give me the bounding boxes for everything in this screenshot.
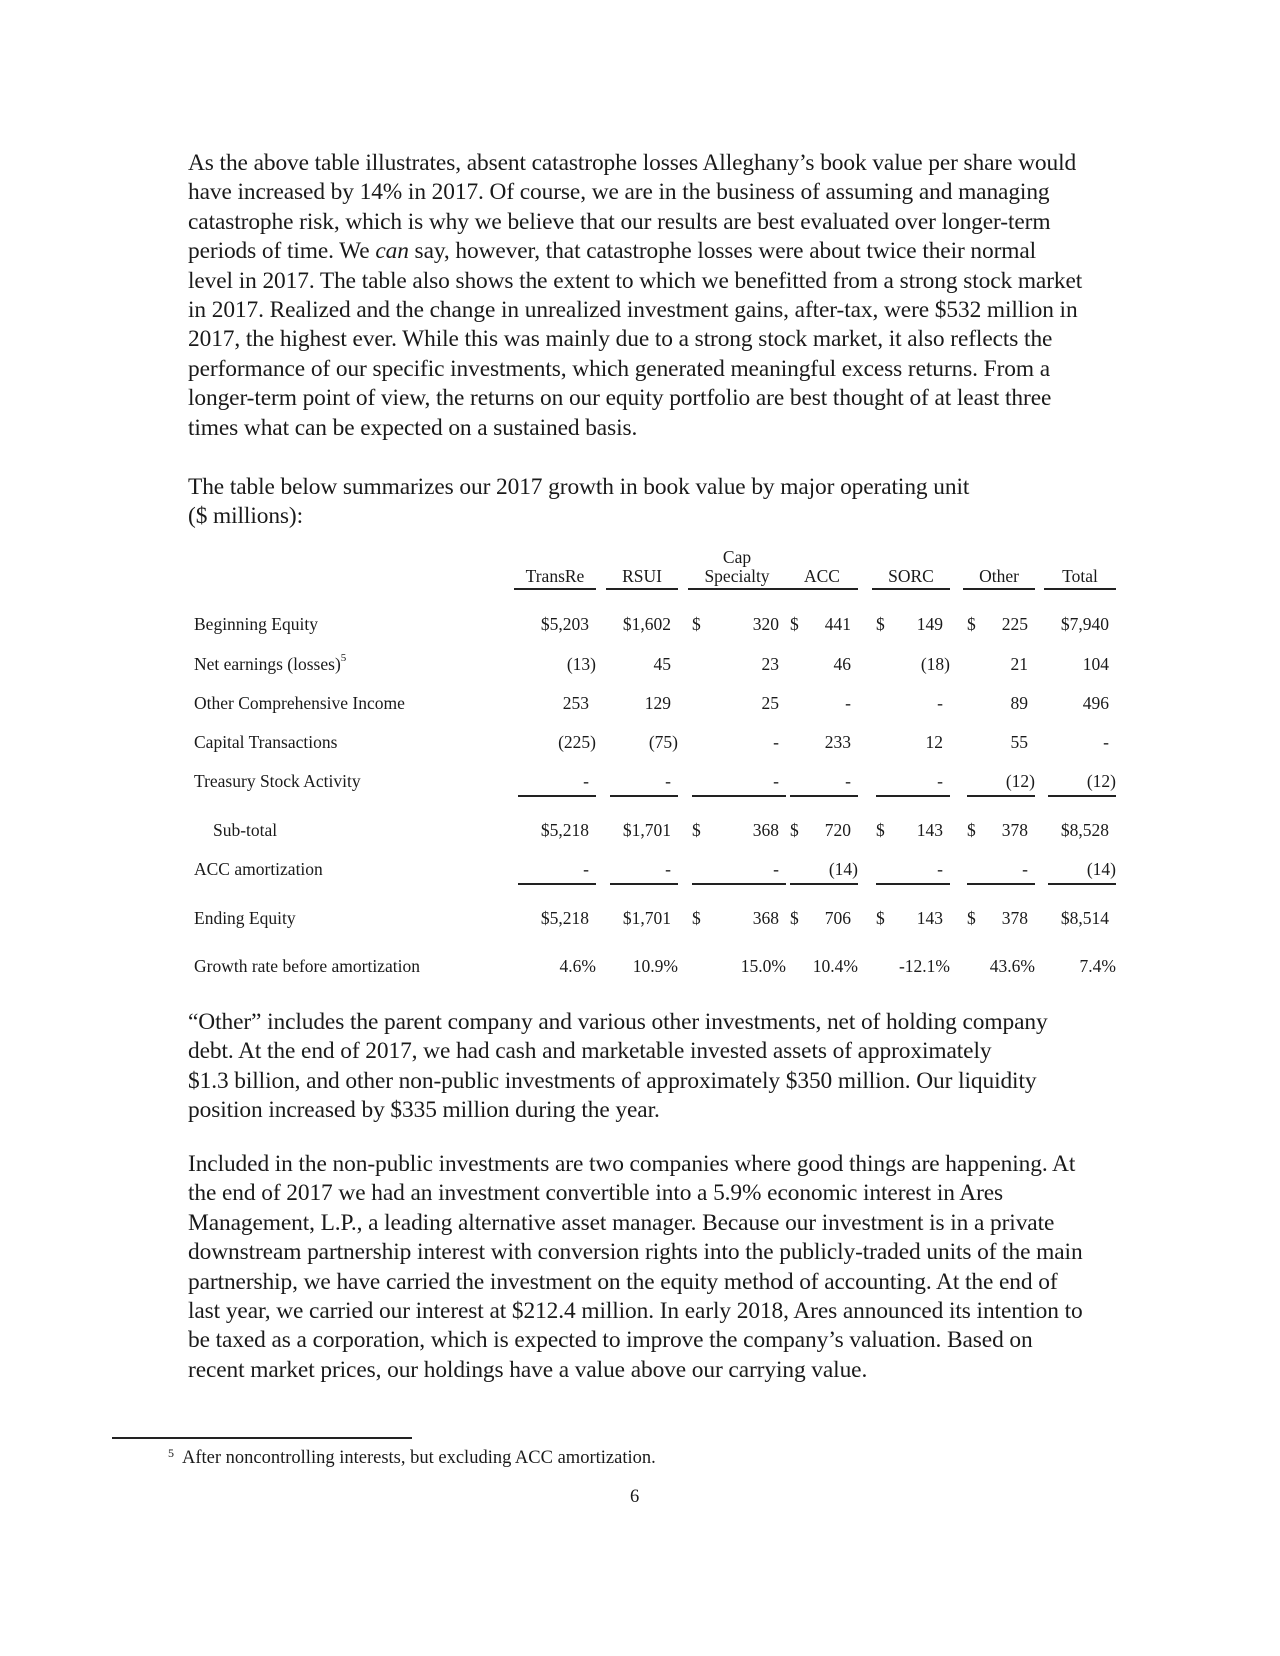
row-label-text: Beginning Equity <box>194 614 318 634</box>
row-label-text: Other Comprehensive Income <box>194 693 405 713</box>
footnote <box>168 1446 656 1471</box>
cell-number: 10.4% <box>812 956 858 976</box>
paragraph-table-intro <box>188 473 1168 532</box>
cell-number: 45 <box>653 654 671 674</box>
cell-value <box>1087 859 1116 880</box>
cell-number: - <box>1103 732 1109 752</box>
table-cell <box>967 771 1035 797</box>
cell-number: 225 <box>1001 614 1028 634</box>
cell-value <box>623 820 671 841</box>
table-cell <box>967 956 1035 978</box>
cell-value <box>1080 956 1116 977</box>
cell-number: 368 <box>752 908 779 928</box>
cell-value <box>1083 654 1109 675</box>
table-cell <box>876 614 950 636</box>
table-cell <box>1048 654 1116 676</box>
column-header <box>1044 567 1116 590</box>
table-cell <box>967 820 1035 842</box>
cell-value <box>541 908 589 929</box>
table-cell <box>876 771 950 797</box>
cell-value <box>541 614 589 635</box>
cell-value <box>665 859 671 880</box>
table-cell <box>692 956 786 978</box>
column-header-line: Specialty <box>704 566 770 586</box>
currency-symbol: $ <box>967 820 976 840</box>
currency-symbol: $ <box>967 908 976 928</box>
table-cell <box>610 732 678 754</box>
cell-number: 5,218 <box>549 820 589 840</box>
cell-value <box>583 771 589 792</box>
table-cell <box>876 859 950 885</box>
table-cell <box>967 908 1035 930</box>
text-line: debt. At the end of 2017, we had cash and marketable invested assets of approximately <box>188 1038 992 1065</box>
cell-value <box>654 654 672 675</box>
table-cell <box>610 820 678 842</box>
cell-number: - <box>937 771 943 791</box>
cell-number: 5,203 <box>549 614 589 634</box>
cell-value <box>583 859 589 880</box>
cell-value <box>541 820 589 841</box>
cell-number: 43.6% <box>989 956 1035 976</box>
table-cell <box>1048 771 1116 797</box>
row-label-text: Net earnings (losses) <box>194 654 341 674</box>
currency-symbol: $ <box>790 820 799 840</box>
text-run: say, however, that catastrophe losses were about twice their normal <box>408 238 1037 265</box>
cell-number: 1,701 <box>631 908 671 928</box>
table-cell <box>790 859 858 885</box>
text-line: $1.3 billion, and other non-public investments of approximately $350 million. Our liquidity <box>188 1067 1037 1094</box>
cell-number: 8,514 <box>1069 908 1109 928</box>
cell-number: - <box>583 771 589 791</box>
row-label <box>194 614 318 635</box>
table-cell <box>692 614 786 636</box>
table-cell <box>610 859 678 885</box>
table-cell <box>518 956 596 978</box>
footnote-divider <box>112 1437 412 1439</box>
row-label-text: Capital Transactions <box>194 732 338 752</box>
cell-value <box>825 732 851 753</box>
cell-value <box>1083 693 1109 714</box>
row-label <box>194 859 323 880</box>
footnote-reference: 5 <box>340 652 347 664</box>
text-line: ($ millions): <box>188 503 304 530</box>
cell-number: 25 <box>761 693 779 713</box>
currency-symbol: $ <box>540 820 550 840</box>
table-cell <box>610 908 678 930</box>
column-header <box>872 567 950 590</box>
currency-symbol: $ <box>622 614 632 634</box>
table-cell <box>692 908 786 930</box>
column-header <box>688 548 786 590</box>
cell-number: (75) <box>648 732 678 752</box>
cell-value <box>1061 820 1109 841</box>
table-cell <box>1048 956 1116 978</box>
cell-value <box>829 859 858 880</box>
column-header-line: ACC <box>804 566 840 586</box>
cell-value <box>921 654 950 675</box>
column-header-line: RSUI <box>622 566 662 586</box>
cell-value <box>813 956 858 977</box>
cell-number: 720 <box>824 820 851 840</box>
cell-value <box>1061 614 1109 635</box>
column-header-line: TransRe <box>525 566 585 586</box>
table-cell <box>876 693 950 715</box>
cell-number: - <box>665 771 671 791</box>
cell-number: 1,701 <box>631 820 671 840</box>
currency-symbol: $ <box>692 908 701 928</box>
column-header-line: Cap <box>722 547 752 567</box>
table-cell <box>692 732 786 754</box>
text-line: “Other” includes the parent company and various other investments, net of holding company <box>188 1009 1048 1035</box>
currency-symbol: $ <box>1060 820 1070 840</box>
row-label <box>213 820 277 841</box>
table-cell <box>518 614 596 636</box>
cell-number: 89 <box>1010 693 1028 713</box>
cell-value <box>558 732 596 753</box>
currency-symbol: $ <box>876 820 885 840</box>
currency-symbol: $ <box>876 614 885 634</box>
table-cell <box>876 820 950 842</box>
table-cell <box>790 732 858 754</box>
currency-symbol: $ <box>540 908 550 928</box>
paragraph-other-definition <box>188 1008 1168 1126</box>
text-line: partnership, we have carried the investment on the equity method of accounting. At the end of <box>188 1268 1058 1295</box>
cell-number: 129 <box>644 693 671 713</box>
cell-number: 143 <box>916 908 943 928</box>
table-cell <box>876 908 950 930</box>
table-cell <box>692 771 786 797</box>
cell-number: 23 <box>761 654 779 674</box>
column-header <box>963 567 1035 590</box>
cell-number: 55 <box>1010 732 1028 752</box>
cell-number: 378 <box>1001 908 1028 928</box>
cell-number: 1,602 <box>631 614 671 634</box>
table-cell <box>790 956 858 978</box>
currency-symbol: $ <box>1060 614 1070 634</box>
cell-value <box>990 956 1035 977</box>
text-line: downstream partnership interest with conversion rights into the publicly-traded units of the main <box>188 1239 1083 1266</box>
column-header <box>514 567 596 590</box>
footnote-text: After noncontrolling interests, but excluding ACC amortization. <box>182 1448 656 1468</box>
text-line: As the above table illustrates, absent catastrophe losses Alleghany’s book value per share would <box>188 150 1077 176</box>
column-header-line: Other <box>979 566 1019 586</box>
cell-value <box>825 908 851 929</box>
table-cell <box>1048 908 1116 930</box>
currency-symbol: $ <box>1060 908 1070 928</box>
currency-symbol: $ <box>622 908 632 928</box>
table-cell <box>518 693 596 715</box>
table-cell <box>790 614 858 636</box>
cell-value <box>834 654 852 675</box>
table-cell <box>518 908 596 930</box>
cell-value <box>937 693 943 714</box>
cell-value <box>741 956 786 977</box>
currency-symbol: $ <box>967 614 976 634</box>
row-label <box>194 654 346 675</box>
cell-value <box>753 908 779 929</box>
cell-value <box>567 654 596 675</box>
cell-value <box>917 908 943 929</box>
cell-number: 5,218 <box>549 908 589 928</box>
cell-number: - <box>583 859 589 879</box>
text-line: 2017, the highest ever. While this was mainly due to a strong stock market, it also reflects the <box>188 326 1053 353</box>
table-cell <box>790 693 858 715</box>
row-label <box>194 771 361 792</box>
column-header <box>786 567 858 590</box>
table-cell <box>876 956 950 978</box>
cell-number: 378 <box>1001 820 1028 840</box>
row-label-text: ACC amortization <box>194 859 323 879</box>
cell-value <box>937 771 943 792</box>
cell-value <box>773 859 779 880</box>
cell-number: 496 <box>1082 693 1109 713</box>
cell-value <box>845 693 851 714</box>
paragraph-non-public-investments <box>188 1150 1168 1385</box>
emphasis-can: can <box>375 238 409 265</box>
cell-number: 706 <box>824 908 851 928</box>
currency-symbol: $ <box>692 820 701 840</box>
table-cell <box>967 693 1035 715</box>
text-line: longer-term point of view, the returns on our equity portfolio are best thought of at least three <box>188 385 1052 412</box>
cell-number: (14) <box>1086 859 1116 879</box>
currency-symbol: $ <box>790 908 799 928</box>
cell-number: 104 <box>1082 654 1109 674</box>
cell-number: - <box>773 732 779 752</box>
cell-value <box>633 956 678 977</box>
table-cell <box>1048 820 1116 842</box>
cell-value <box>845 771 851 792</box>
table-cell <box>790 771 858 797</box>
cell-number: -12.1% <box>898 956 950 976</box>
cell-value <box>773 771 779 792</box>
table-cell <box>610 956 678 978</box>
currency-symbol: $ <box>622 820 632 840</box>
cell-number: - <box>845 693 851 713</box>
table-cell <box>610 693 678 715</box>
table-cell <box>518 820 596 842</box>
cell-number: (225) <box>558 732 596 752</box>
cell-number: 149 <box>916 614 943 634</box>
table-cell <box>518 771 596 797</box>
text-line: position increased by $335 million during the year. <box>188 1097 660 1124</box>
cell-value <box>917 820 943 841</box>
cell-number: 4.6% <box>559 956 596 976</box>
cell-value <box>773 732 779 753</box>
cell-value <box>762 654 780 675</box>
currency-symbol: $ <box>876 908 885 928</box>
cell-number: 7,940 <box>1069 614 1109 634</box>
cell-value <box>665 771 671 792</box>
cell-value <box>563 693 589 714</box>
text-line: have increased by 14% in 2017. Of course, we are in the business of assuming and managing <box>188 179 1050 206</box>
table-cell <box>790 654 858 676</box>
column-header-line: Total <box>1062 566 1098 586</box>
cell-number: 46 <box>833 654 851 674</box>
table-cell <box>1048 693 1116 715</box>
table-cell <box>518 732 596 754</box>
column-header-line: SORC <box>888 566 934 586</box>
cell-value <box>926 732 944 753</box>
table-cell <box>790 820 858 842</box>
table-cell <box>790 908 858 930</box>
page-number: 6 <box>630 1487 640 1507</box>
cell-value <box>1002 614 1028 635</box>
row-label-text: Sub-total <box>213 820 278 840</box>
text-line: recent market prices, our holdings have a value above our carrying value. <box>188 1356 868 1383</box>
table-cell <box>967 859 1035 885</box>
table-cell <box>876 654 950 676</box>
text-line: last year, we carried our interest at $212.4 million. In early 2018, Ares announced its intention to <box>188 1298 1083 1325</box>
cell-value <box>762 693 780 714</box>
paragraph-catastrophe-losses <box>188 149 1168 443</box>
row-label-text: Ending Equity <box>194 908 296 928</box>
table-cell <box>610 654 678 676</box>
cell-number: 253 <box>562 693 589 713</box>
text-line: catastrophe risk, which is why we believe that our results are best evaluated over longer-term <box>188 208 1051 235</box>
row-label <box>194 908 296 929</box>
cell-value <box>1006 771 1035 792</box>
cell-value <box>1002 820 1028 841</box>
table-cell <box>518 859 596 885</box>
row-label <box>194 732 337 753</box>
cell-value <box>937 859 943 880</box>
cell-number: (14) <box>828 859 858 879</box>
cell-number: 320 <box>752 614 779 634</box>
text-line: level in 2017. The table also shows the extent to which we benefitted from a strong stock market <box>188 267 1083 294</box>
cell-number: - <box>665 859 671 879</box>
table-cell <box>1048 859 1116 885</box>
table-cell <box>876 732 950 754</box>
table-cell <box>692 859 786 885</box>
footnote-mark: 5 <box>168 1446 174 1460</box>
cell-value <box>825 820 851 841</box>
cell-value <box>645 693 671 714</box>
row-label <box>194 693 405 714</box>
cell-number: 21 <box>1010 654 1028 674</box>
text-line: be taxed as a corporation, which is expected to improve the company’s valuation. Based on <box>188 1327 1033 1354</box>
cell-number: (18) <box>920 654 950 674</box>
table-cell <box>1048 614 1116 636</box>
cell-value <box>1002 908 1028 929</box>
cell-number: 7.4% <box>1079 956 1116 976</box>
table-cell <box>967 732 1035 754</box>
cell-value <box>825 614 851 635</box>
cell-number: 15.0% <box>740 956 786 976</box>
cell-value <box>917 614 943 635</box>
cell-value <box>1061 908 1109 929</box>
cell-value <box>899 956 950 977</box>
text-line <box>188 237 1168 266</box>
cell-number: (12) <box>1086 771 1116 791</box>
currency-symbol: $ <box>540 614 550 634</box>
table-cell <box>1048 732 1116 754</box>
cell-number: (12) <box>1005 771 1035 791</box>
text-line: performance of our specific investments, which generated meaningful excess returns. From a <box>188 355 1050 382</box>
table-cell <box>610 771 678 797</box>
cell-number: 368 <box>752 820 779 840</box>
currency-symbol: $ <box>692 614 701 634</box>
text-line: Included in the non-public investments are two companies where good things are happening. At <box>188 1151 1076 1177</box>
cell-number: (13) <box>566 654 596 674</box>
cell-value <box>560 956 596 977</box>
cell-number: - <box>937 693 943 713</box>
cell-value <box>1011 693 1029 714</box>
text-run: periods of time. We <box>188 238 376 265</box>
cell-number: 441 <box>824 614 851 634</box>
row-label <box>194 956 420 977</box>
text-line: The table below summarizes our 2017 growth in book value by major operating unit <box>188 474 970 500</box>
table-cell <box>610 614 678 636</box>
currency-symbol: $ <box>790 614 799 634</box>
cell-number: - <box>1022 859 1028 879</box>
cell-number: - <box>773 859 779 879</box>
table-cell <box>967 654 1035 676</box>
table-cell <box>692 654 786 676</box>
cell-value <box>1011 732 1029 753</box>
cell-number: - <box>937 859 943 879</box>
cell-number: 12 <box>925 732 943 752</box>
cell-value <box>753 820 779 841</box>
cell-number: - <box>773 771 779 791</box>
table-cell <box>692 693 786 715</box>
column-header <box>606 567 678 590</box>
text-line: Management, L.P., a leading alternative asset manager. Because our investment is in a private <box>188 1209 1055 1236</box>
row-label-text: Treasury Stock Activity <box>194 771 361 791</box>
text-line: times what can be expected on a sustained basis. <box>188 414 638 441</box>
cell-number: 143 <box>916 820 943 840</box>
cell-number: 10.9% <box>632 956 678 976</box>
cell-value <box>1087 771 1116 792</box>
cell-number: - <box>845 771 851 791</box>
table-cell <box>692 820 786 842</box>
cell-value <box>1022 859 1028 880</box>
table-cell <box>967 614 1035 636</box>
cell-number: 8,528 <box>1069 820 1109 840</box>
table-cell <box>518 654 596 676</box>
cell-value <box>649 732 678 753</box>
row-label-text: Growth rate before amortization <box>194 956 420 976</box>
text-line: in 2017. Realized and the change in unrealized investment gains, after-tax, were $532 million in <box>188 297 1078 324</box>
cell-value <box>753 614 779 635</box>
cell-value <box>623 614 671 635</box>
text-line: the end of 2017 we had an investment convertible into a 5.9% economic interest in Ares <box>188 1180 1004 1207</box>
cell-value <box>1103 732 1109 753</box>
cell-value <box>623 908 671 929</box>
cell-number: 233 <box>824 732 851 752</box>
cell-value <box>1011 654 1029 675</box>
